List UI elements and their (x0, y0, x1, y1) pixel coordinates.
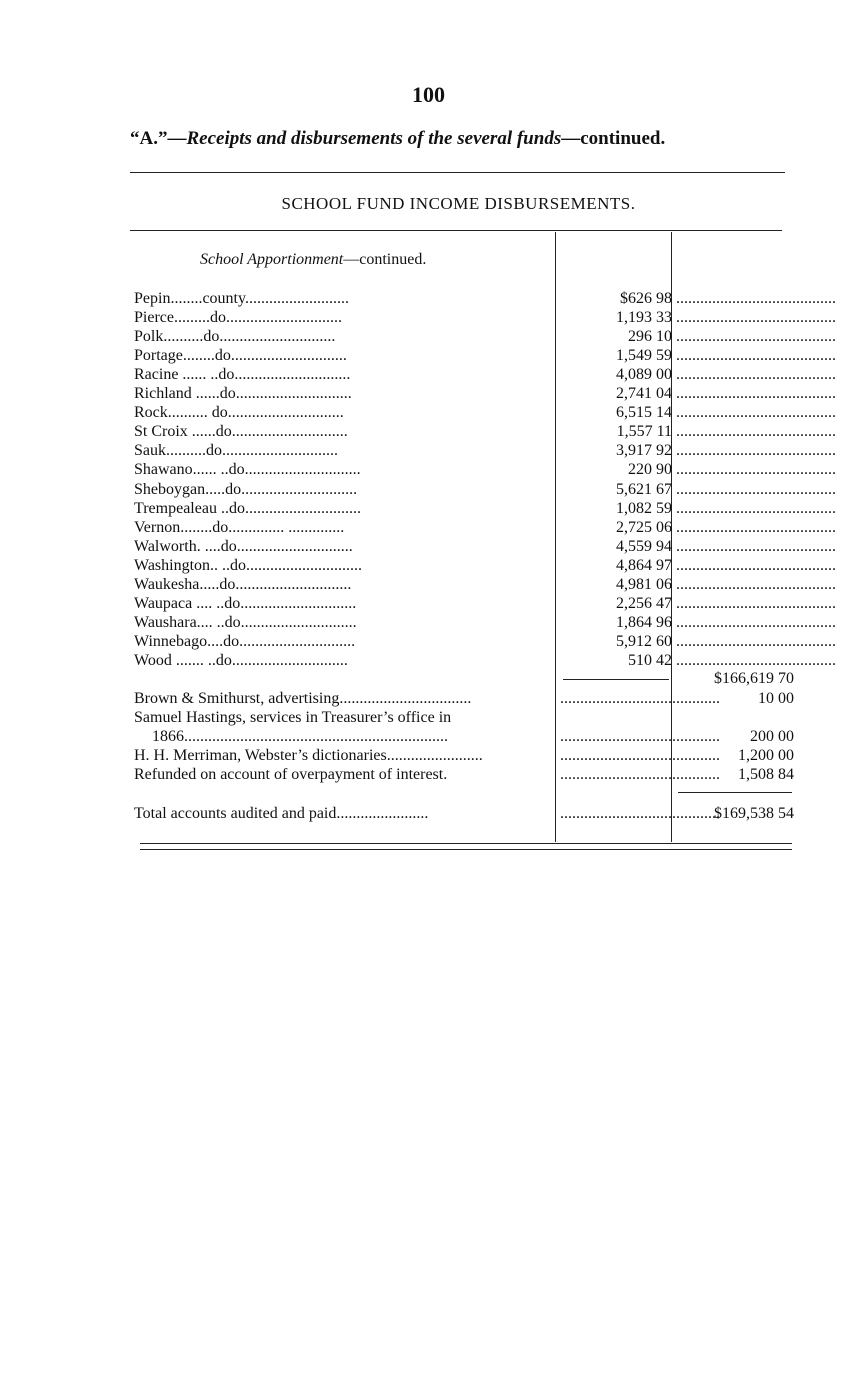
county-amount: 5,621 67 (616, 480, 672, 498)
row-dots: ........................................ (676, 442, 836, 460)
item-label: H. H. Merriman, Webster’s dictionaries........................ (134, 747, 483, 764)
row-dots: ........................................ (560, 728, 720, 745)
running-title (130, 128, 780, 150)
row-dots: ........................................ (676, 613, 836, 631)
county-amount: 4,089 00 (616, 366, 672, 384)
row-dots: ........................................ (676, 499, 836, 517)
column-divider-1 (555, 232, 556, 842)
county-label: Washington.. ..do............................. (134, 556, 363, 574)
county-label: Vernon........do.............. .............. (134, 518, 345, 536)
row-dots: ........................................ (560, 766, 720, 783)
county-amount: 220 90 (628, 461, 672, 479)
county-label: Waukesha.....do............................. (134, 575, 352, 593)
county-amount: $626 98 (620, 290, 672, 307)
county-label: Pierce.........do............................. (134, 309, 342, 327)
bottom-rule-1 (140, 843, 792, 844)
county-amount: 296 10 (628, 328, 672, 346)
row-dots: ........................................ (676, 575, 836, 593)
subhead-italic: School Apportionment (200, 251, 344, 268)
row-dots: ........................................ (676, 537, 836, 555)
row-dots: ........................................ (676, 518, 836, 536)
county-amount: 4,864 97 (616, 556, 672, 574)
item-label: Refunded on account of overpayment of interest. (134, 766, 448, 783)
total-label: Total accounts audited and paid....................... (134, 805, 429, 822)
county-label: Winnebago....do............................. (134, 632, 356, 650)
header-rule (130, 172, 785, 173)
running-title-suffix: —continued. (561, 128, 666, 149)
county-amount: 1,557 11 (616, 423, 672, 441)
county-amount: 1,864 96 (616, 613, 672, 631)
row-dots: ........................................ (676, 385, 836, 403)
county-label: Sheboygan.....do............................. (134, 480, 358, 498)
total-rule (678, 792, 792, 793)
county-label: Richland ......do............................. (134, 385, 352, 403)
row-dots: ........................................ (676, 404, 836, 422)
county-amount: 510 42 (628, 651, 672, 669)
row-dots: ........................................ (676, 556, 836, 574)
running-title-italic: Receipts and disbursements of the several funds (186, 128, 562, 149)
county-label: Walworth. ....do............................. (134, 537, 353, 555)
county-label: Waupaca .... ..do............................. (134, 594, 357, 612)
item-label: 1866.................................................................. (152, 728, 448, 745)
county-amount: 5,912 60 (616, 632, 672, 650)
row-dots: ........................................ (676, 328, 836, 346)
county-label: Wood ....... ..do............................. (134, 651, 348, 669)
county-label: Pepin........county.......................... (134, 290, 349, 307)
county-amount: 4,559 94 (616, 537, 672, 555)
page-number: 100 (412, 82, 445, 107)
county-label: Shawano...... ..do............................. (134, 461, 361, 479)
item-amount: 1,508 84 (738, 766, 794, 783)
county-label: Rock.......... do............................. (134, 404, 344, 422)
county-label: St Croix ......do............................. (134, 423, 348, 441)
row-dots: ........................................ (560, 690, 720, 707)
row-dots: ........................................ (676, 309, 836, 327)
county-amount: 2,725 06 (616, 518, 672, 536)
county-amount: 6,515 14 (616, 404, 672, 422)
row-dots: ........................................ (560, 747, 720, 764)
row-dots: ........................................ (676, 366, 836, 384)
row-dots: ........................................ (676, 461, 836, 479)
county-amount: 4,981 06 (616, 575, 672, 593)
subhead-suffix: —continued. (343, 251, 427, 268)
county-amount: 1,549 59 (616, 347, 672, 365)
row-dots: ........................................ (676, 594, 836, 612)
county-amount: 2,741 04 (616, 385, 672, 403)
row-dots: ........................................ (676, 480, 836, 498)
row-dots: ........................................ (676, 290, 836, 307)
county-label: Racine ...... ..do............................. (134, 366, 351, 384)
item-amount: 1,200 00 (738, 747, 794, 764)
bottom-rule-2 (140, 849, 792, 850)
subtotal-amount: $166,619 70 (714, 670, 794, 687)
row-dots: ........................................ (676, 423, 836, 441)
county-label: Sauk..........do............................. (134, 442, 338, 460)
county-amount: 1,193 33 (616, 309, 672, 327)
table-subhead (200, 251, 426, 269)
county-label: Portage........do............................. (134, 347, 347, 365)
item-label: Brown & Smithurst, advertising................................. (134, 690, 472, 707)
item-amount: 200 00 (750, 728, 794, 745)
item-label: Samuel Hastings, services in Treasurer’s office in (134, 709, 452, 726)
county-label: Trempealeau ..do............................. (134, 499, 361, 517)
county-amount: 2,256 47 (616, 594, 672, 612)
subtotal-rule (563, 679, 669, 680)
county-amount: 3,917 92 (616, 442, 672, 460)
running-title-prefix: “A.”— (130, 128, 187, 149)
table-top-rule (130, 230, 782, 231)
section-title: SCHOOL FUND INCOME DISBURSEMENTS. (281, 194, 636, 213)
item-amount: 10 00 (758, 690, 794, 707)
total-dots: ........................................ (560, 805, 720, 822)
county-label: Polk..........do............................. (134, 328, 336, 346)
row-dots: ........................................ (676, 347, 836, 365)
total-amount: $169,538 54 (714, 805, 794, 822)
county-label: Waushara.... ..do............................. (134, 613, 357, 631)
row-dots: ........................................ (676, 651, 836, 669)
county-amount: 1,082 59 (616, 499, 672, 517)
row-dots: ........................................ (676, 632, 836, 650)
